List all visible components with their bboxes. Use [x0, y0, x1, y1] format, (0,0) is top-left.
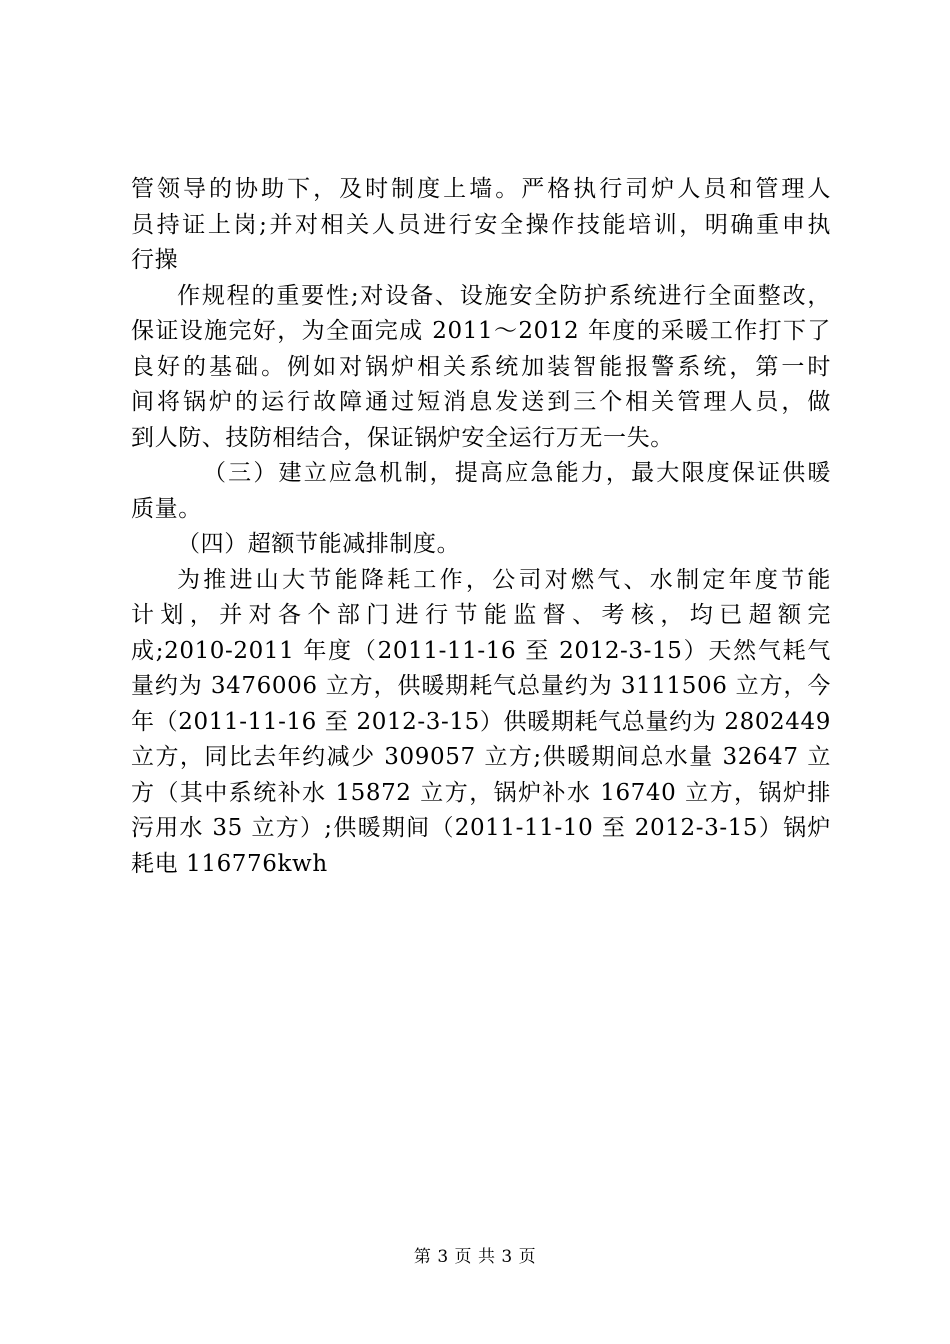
text-line: 员持证上岗;并对相关人员进行安全操作技能培训，明确重申执 [131, 211, 831, 238]
document-body [131, 172, 831, 882]
text-line: 耗电 116776kwh [131, 850, 328, 877]
text-line: 为推进山大节能降耗工作，公司对燃气、水制定年度节能 [177, 566, 831, 593]
text-line: 计划，并对各个部门进行节能监督、考核，均已超额完 [131, 602, 831, 628]
text-line: 污用水 35 立方）;供暖期间（2011-11-10 至 2012-3-15）锅炉 [131, 815, 831, 841]
text-line: 立方，同比去年约减少 309057 立方;供暖期间总水量 32647 立 [131, 744, 831, 770]
text-line: 量约为 3476006 立方，供暖期耗气总量约为 3111506 立方，今 [131, 673, 831, 699]
text-line: 管领导的协助下，及时制度上墙。严格执行司炉人员和管理人 [131, 176, 831, 202]
text-line: 作规程的重要性;对设备、设施安全防护系统进行全面整改， [177, 282, 831, 309]
text-line: 质量。 [131, 495, 202, 522]
text-line: 行操 [131, 247, 179, 273]
section-heading-4: （四）超额节能减排制度。 [177, 531, 461, 557]
text-line: 良好的基础。例如对锅炉相关系统加装智能报警系统，第一时 [131, 353, 831, 380]
page-number-footer: 第 3 页 共 3 页 [413, 1247, 537, 1267]
text-line: 保证设施完好，为全面完成 2011～2012 年度的采暖工作打下了 [131, 318, 831, 344]
text-line: 到人防、技防相结合，保证锅炉安全运行万无一失。 [131, 424, 674, 451]
text-line: 成;2010-2011 年度（2011-11-16 至 2012-3-15）天然气耗气 [131, 637, 831, 664]
section-heading-3: （三）建立应急机制，提高应急能力，最大限度保证供暖 [203, 460, 831, 486]
text-line: 间将锅炉的运行故障通过短消息发送到三个相关管理人员，做 [131, 389, 831, 415]
text-line: 年（2011-11-16 至 2012-3-15）供暖期耗气总量约为 2802449 [131, 708, 831, 735]
text-line: 方（其中系统补水 15872 立方，锅炉补水 16740 立方，锅炉排 [131, 779, 831, 806]
